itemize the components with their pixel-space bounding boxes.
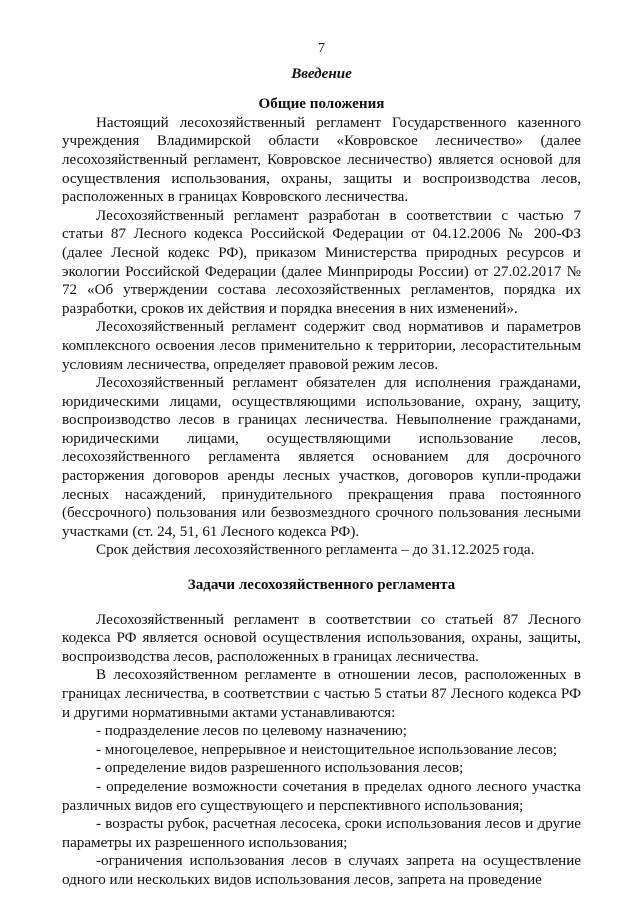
list-item: - определение возможности сочетания в пределах одного лесного участка различных видов его существующего и перспективного использования; xyxy=(62,778,581,814)
list-item: - возрасты рубок, расчетная лесосека, сроки использования лесов и другие параметры их разрешенного использования; xyxy=(62,816,581,851)
page-number: 7 xyxy=(318,41,325,56)
section-title: Введение xyxy=(291,65,352,82)
general-paragraph: Настоящий лесохозяйственный регламент Государственного казенного учреждения Владимирской области «Ковровское лесничество» (далее лесохозяйственный регламент, Ковровское лесничество) является основой для осуществления использования, охраны, защиты и воспроизводства лесов, расположенных в границах Ковровского лесничества. xyxy=(62,114,581,206)
general-paragraph: Лесохозяйственный регламент обязателен для исполнения гражданами, юридическими лицами, осуществляющими использование, охрану, защиту, воспроизводство лесов в границах лесничества. Невыполнение гражданами, юридическими лицами, осуществляющими использование лесов, лесохозяйственного регламента является основанием для досрочного расторжения договоров аренды лесных участков, договоров купли-продажи лесных насаждений, принудительного прекращения права постоянного (бессрочного) пользования или безвозмездного срочного пользования лесными участками (ст. 24, 51, 61 Лесного кодекса РФ). xyxy=(62,375,581,540)
tasks-list xyxy=(62,722,581,889)
tasks-paragraph: Лесохозяйственный регламент в соответствии со статьей 87 Лесного кодекса РФ является основой осуществления использования, охраны, защиты, воспроизводства лесов, расположенных в границах лесничества. xyxy=(62,611,581,665)
list-item: - подразделение лесов по целевому назначению; xyxy=(96,723,407,740)
list-item: - определение видов разрешенного использования лесов; xyxy=(96,760,464,777)
general-paragraph: Лесохозяйственный регламент содержит свод нормативов и параметров комплексного освоения лесов применительно к территории, лесорастительным условиям лесничества, определяет правовой режим лесов. xyxy=(62,319,581,373)
list-item: - многоцелевое, непрерывное и неистощительное использование лесов; xyxy=(96,741,558,758)
tasks-paragraph: В лесохозяйственном регламенте в отношении лесов, расположенных в границах лесничества, в соответствии с частью 5 статьи 87 Лесного кодекса РФ и другими нормативными актами устанавливаются: xyxy=(62,667,581,721)
tasks-heading: Задачи лесохозяйственного регламента xyxy=(187,577,456,594)
general-paragraph: Лесохозяйственный регламент разработан в соответствии с частью 7 статьи 87 Лесного кодекса Российской Федерации от 04.12.2006 № 200-ФЗ (далее Лесной кодекс РФ), приказом Министерства природных ресурсов и экологии Российской Федерации (далее Минприроды России) от 27.02.2017 № 72 «Об утверждении состава лесохозяйственных регламентов, порядка их разработки, сроков их действия и порядка внесения в них изменений». xyxy=(62,207,581,317)
general-provisions-heading: Общие положения xyxy=(258,96,385,113)
general-paragraph: Срок действия лесохозяйственного регламента – до 31.12.2025 года. xyxy=(96,542,535,559)
list-item: -ограничения использования лесов в случаях запрета на осуществление одного или нескольких видов использования лесов, запрета на проведение xyxy=(62,853,581,888)
